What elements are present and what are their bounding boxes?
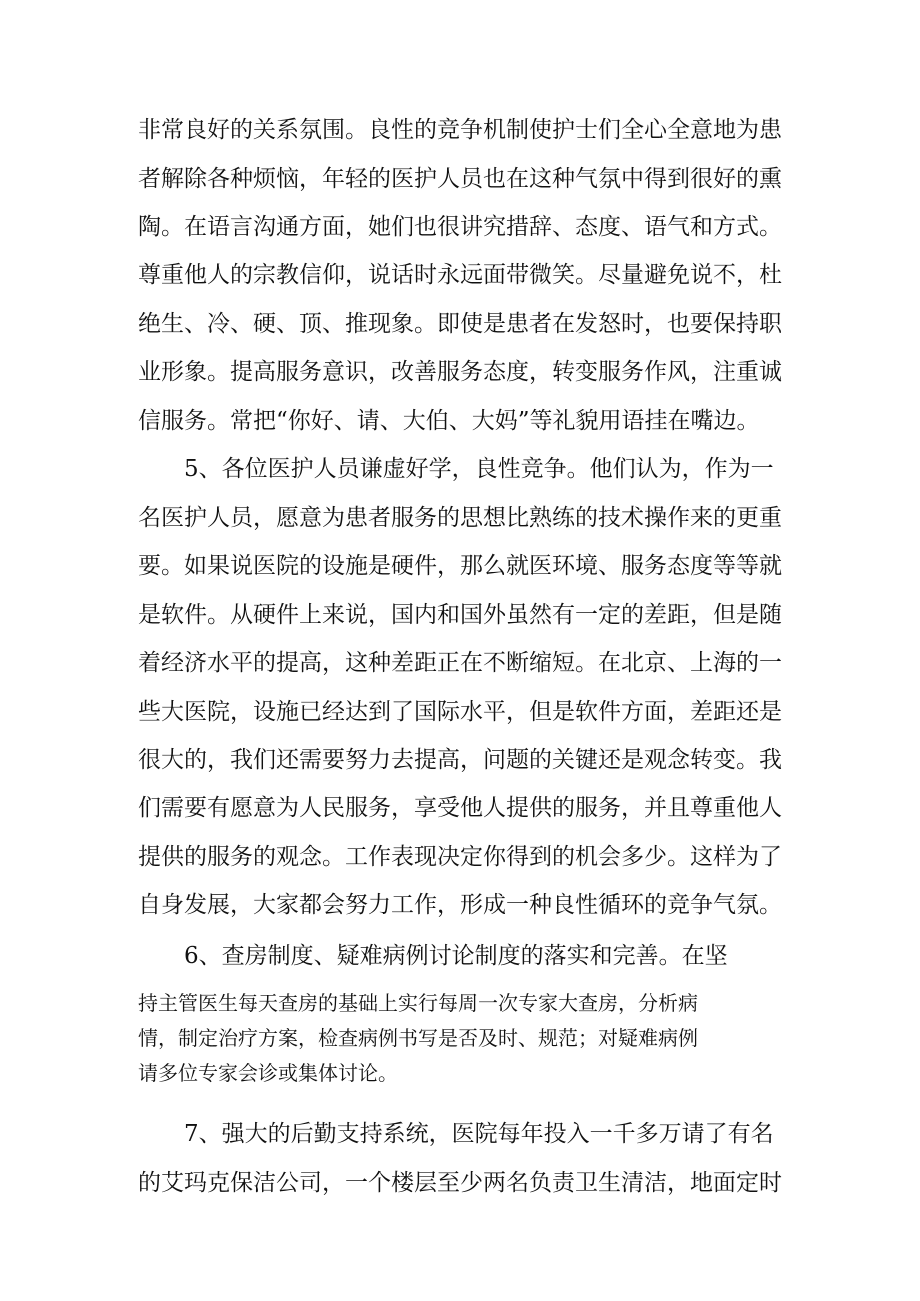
text-line: 要。如果说医院的设施是硬件，那么就医环境、服务态度等等就 (138, 553, 782, 579)
paragraph-start-line: 7、强大的后勤支持系统，医院每年投入一千多万请了有名 (184, 1121, 774, 1147)
text-line: 些大医院，设施已经达到了国际水平，但是软件方面，差距还是 (138, 699, 782, 725)
text-line: 是软件。从硬件上来说，国内和国外虽然有一定的差距，但是随 (138, 602, 782, 628)
text-line: 者解除各种烦恼，年轻的医护人员也在这种气氛中得到很好的熏 (138, 166, 782, 192)
text-line: 尊重他人的宗教信仰，说话时永远面带微笑。尽量避免说不，杜 (138, 262, 782, 288)
text-line: 着经济水平的提高，这种差距正在不断缩短。在北京、上海的一 (138, 650, 782, 676)
text-line: 持主管医生每天查房的基础上实行每周一次专家大查房，分析病 (138, 991, 698, 1015)
text-line: 名医护人员，愿意为患者服务的思想比熟练的技术操作来的更重 (138, 505, 782, 531)
text-line: 提供的服务的观念。工作表现决定你得到的机会多少。这样为了 (138, 844, 782, 870)
text-line: 陶。在语言沟通方面，她们也很讲究措辞、态度、语气和方式。 (138, 214, 782, 240)
text-line: 业形象。提高服务意识，改善服务态度，转变服务作风，注重诚 (138, 359, 782, 385)
text-line: 非常良好的关系氛围。良性的竞争机制使护士们全心全意地为患 (138, 117, 782, 143)
paragraph-start-line: 6、查房制度、疑难病例讨论制度的落实和完善。在坚 (184, 943, 728, 969)
text-line: 情，制定治疗方案，检查病例书写是否及时、规范；对疑难病例 (138, 1026, 698, 1050)
paragraph-start-line: 5、各位医护人员谦虚好学，良性竞争。他们认为，作为一 (184, 456, 774, 482)
text-line: 绝生、冷、硬、顶、推现象。即使是患者在发怒时，也要保持职 (138, 311, 782, 337)
text-line: 很大的，我们还需要努力去提高，问题的关键还是观念转变。我 (138, 747, 782, 773)
text-line: 的艾玛克保洁公司，一个楼层至少两名负责卫生清洁，地面定时 (138, 1170, 782, 1196)
text-line: 信服务。常把“你好、请、大伯、大妈”等礼貌用语挂在嘴边。 (138, 408, 760, 434)
text-line: 们需要有愿意为人民服务，享受他人提供的服务，并且尊重他人 (138, 795, 782, 821)
text-line: 请多位专家会诊或集体讨论。 (138, 1061, 398, 1085)
text-line: 自身发展，大家都会努力工作，形成一种良性循环的竞争气氛。 (138, 892, 782, 918)
